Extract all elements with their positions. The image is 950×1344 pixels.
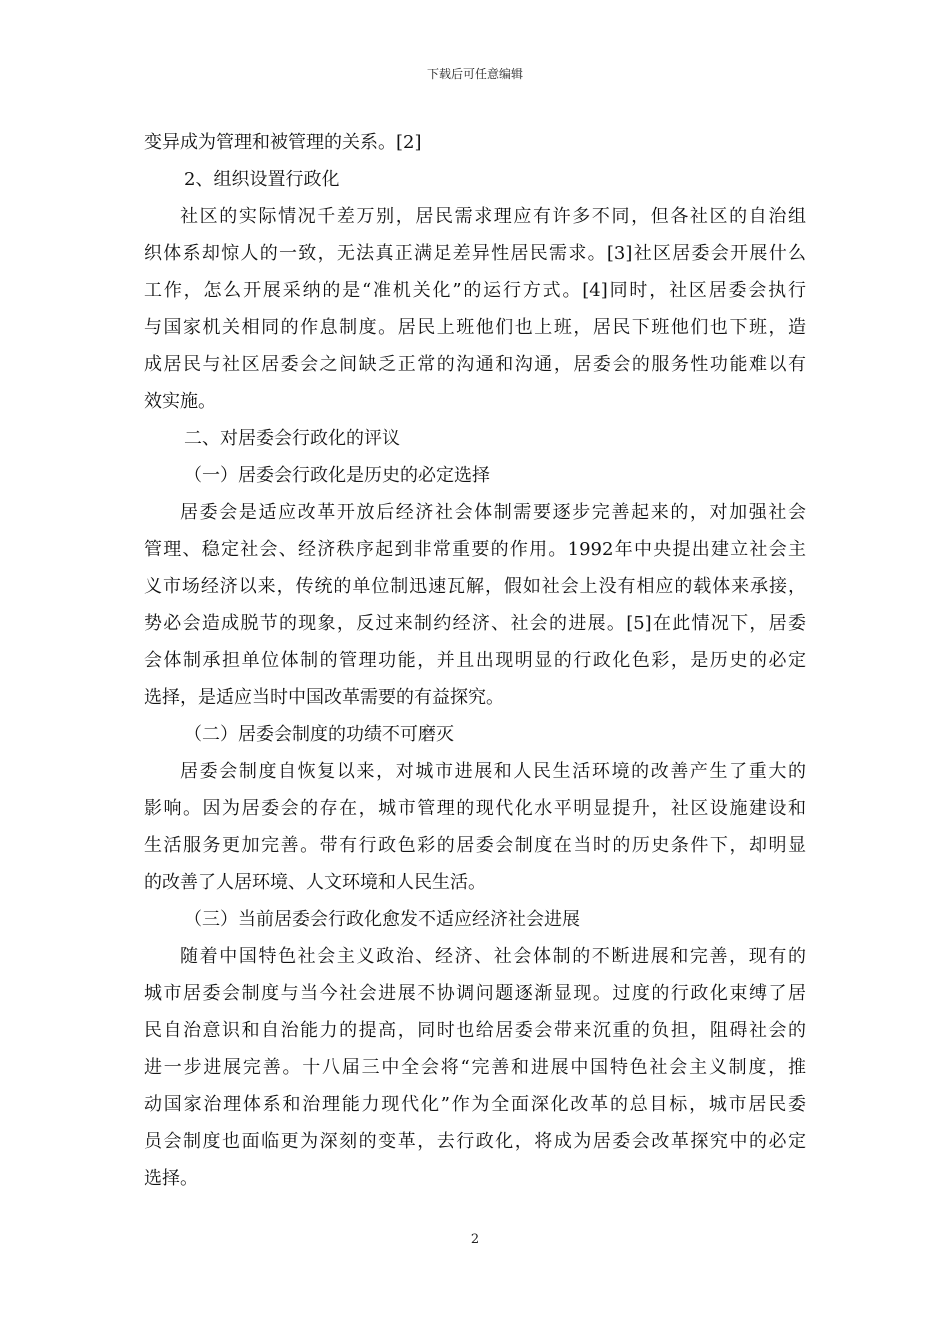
paragraph-last-line: 的改善了人居环境、人文环境和人民生活。	[144, 872, 486, 893]
paragraph-line: 影响。因为居委会的存在，城市管理的现代化水平明显提升，社区设施建设和	[144, 798, 806, 819]
paragraph-last-line: 选择，是适应当时中国改革需要的有益探究。	[144, 687, 504, 708]
paragraph-line: 生活服务更加完善。带有行政色彩的居委会制度在当时的历史条件下，却明显	[144, 835, 806, 856]
paragraph-line: 织体系却惊人的一致，无法真正满足差异性居民需求。[3]社区居委会开展什么	[144, 243, 806, 264]
paragraph-line: 城市居委会制度与当今社会进展不协调问题逐渐显现。过度的行政化束缚了居	[144, 983, 806, 1004]
section-heading: 二、对居委会行政化的评议	[184, 428, 400, 449]
section-heading: （二）居委会制度的功绩不可磨灭	[184, 724, 454, 745]
paragraph-line: 会体制承担单位体制的管理功能，并且出现明显的行政化色彩，是历史的必定	[144, 650, 806, 671]
section-heading: （三）当前居委会行政化愈发不适应经济社会进展	[184, 909, 580, 930]
paragraph-last-line: 变异成为管理和被管理的关系。[2]	[144, 132, 422, 153]
paragraph-last-line: 效实施。	[144, 391, 216, 412]
page-number: 2	[470, 1232, 480, 1247]
paragraph-line: 民自治意识和自治能力的提高，同时也给居委会带来沉重的负担，阻碍社会的	[144, 1020, 806, 1041]
paragraph-line: 成居民与社区居委会之间缺乏正常的沟通和沟通，居委会的服务性功能难以有	[144, 354, 806, 375]
paragraph-line: 势必会造成脱节的现象，反过来制约经济、社会的进展。[5]在此情况下，居委	[144, 613, 806, 634]
page-header: 下载后可任意编辑	[426, 67, 523, 81]
document-body	[144, 124, 806, 1197]
paragraph-line: 进一步进展完善。十八届三中全会将“完善和进展中国特色社会主义制度，推	[144, 1057, 806, 1078]
paragraph-first-line: 居委会制度自恢复以来，对城市进展和人民生活环境的改善产生了重大的	[180, 761, 806, 782]
paragraph-last-line: 选择。	[144, 1168, 198, 1189]
paragraph-line: 动国家治理体系和治理能力现代化”作为全面深化改革的总目标，城市居民委	[144, 1094, 806, 1115]
paragraph-first-line: 居委会是适应改革开放后经济社会体制需要逐步完善起来的，对加强社会	[180, 502, 806, 523]
paragraph-line: 工作，怎么开展采纳的是“准机关化”的运行方式。[4]同时，社区居委会执行	[144, 280, 806, 301]
paragraph-line: 义市场经济以来，传统的单位制迅速瓦解，假如社会上没有相应的载体来承接，	[144, 576, 806, 597]
paragraph-first-line: 随着中国特色社会主义政治、经济、社会体制的不断进展和完善，现有的	[180, 946, 806, 967]
paragraph-line: 管理、稳定社会、经济秩序起到非常重要的作用。1992年中央提出建立社会主	[144, 539, 806, 560]
paragraph-line: 员会制度也面临更为深刻的变革，去行政化，将成为居委会改革探究中的必定	[144, 1131, 806, 1152]
paragraph-line: 与国家机关相同的作息制度。居民上班他们也上班，居民下班他们也下班，造	[144, 317, 806, 338]
paragraph-first-line: 社区的实际情况千差万别，居民需求理应有许多不同，但各社区的自治组	[180, 206, 806, 227]
section-heading: （一）居委会行政化是历史的必定选择	[184, 465, 490, 486]
section-heading: 2、组织设置行政化	[184, 169, 340, 190]
